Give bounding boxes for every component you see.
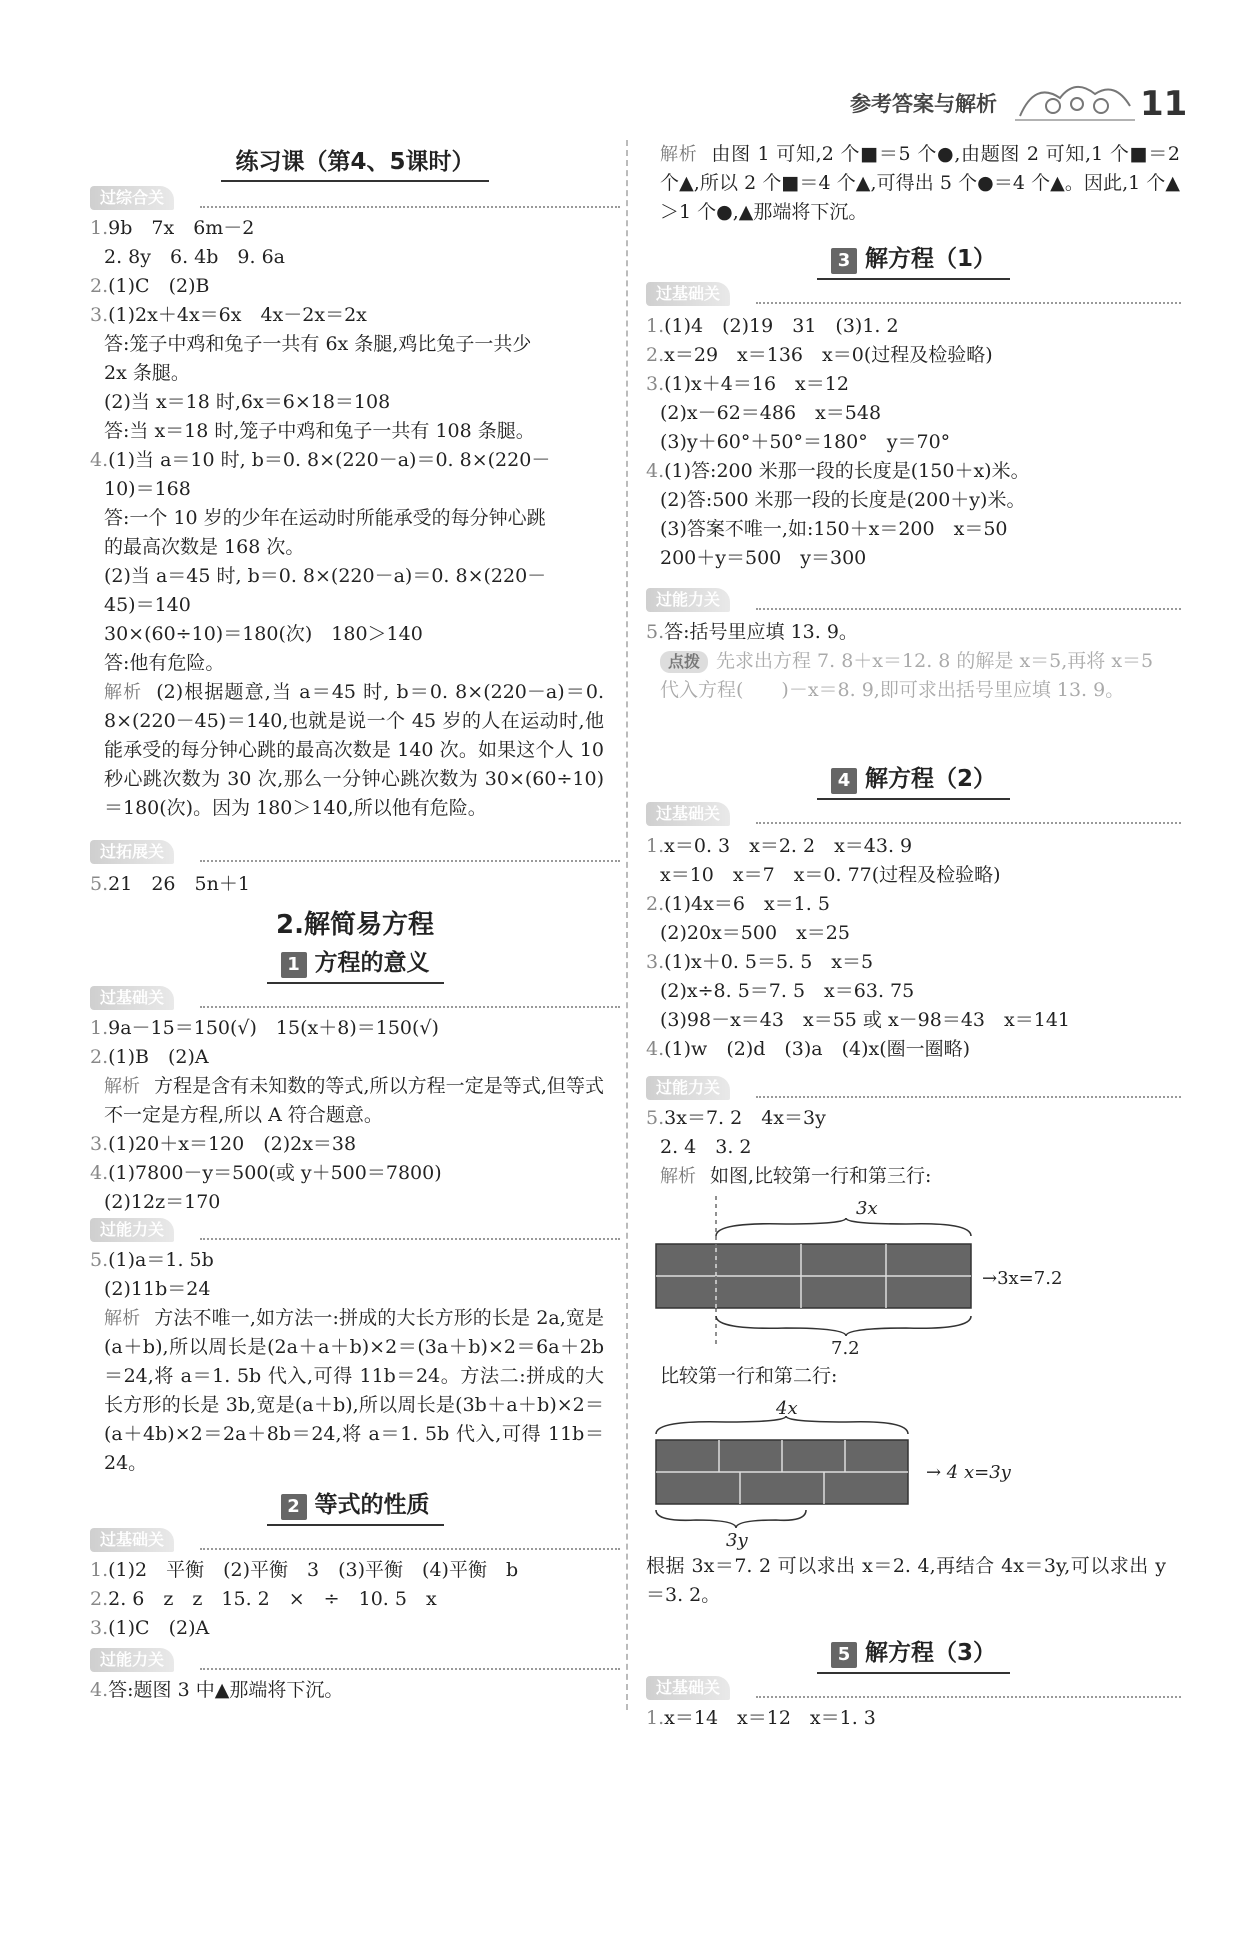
section-tag: 过综合关 — [90, 186, 620, 212]
fig1-top-label: 3x — [856, 1198, 878, 1219]
section-tag: 过能力关 — [646, 588, 1181, 614]
section-title: 4 解方程（2） — [646, 760, 1181, 800]
section-tag: 过能力关 — [90, 1648, 620, 1674]
answer-block: 1.(1)2 平衡 (2)平衡 3 (3)平衡 (4)平衡 b 2.2. 6 z z 15. 2 × ÷ 10. 5 x 3.(1)C (2)A — [90, 1559, 519, 1639]
fig2-top-label: 4x — [776, 1398, 798, 1419]
section-tag: 过基础关 — [90, 986, 620, 1012]
header-title: 参考答案与解析 — [850, 92, 997, 116]
fig1-bottom-label: 7.2 — [831, 1338, 860, 1359]
answer-block: 比较第一行和第二行: — [660, 1365, 838, 1387]
fig2-bottom-label: 3y — [726, 1530, 748, 1551]
header-decoration-icon — [1015, 76, 1135, 124]
bar-model-figure-2 — [656, 1396, 1016, 1551]
section-tag: 过基础关 — [90, 1528, 620, 1554]
fig2-right-label: → 4 x=3y — [926, 1462, 1011, 1483]
section-tag: 过拓展关 — [90, 840, 620, 866]
lesson-title: 练习课（第4、5课时） — [90, 143, 620, 182]
column-divider — [626, 140, 628, 1710]
section-title: 2 等式的性质 — [90, 1486, 620, 1526]
bar-model-figure-1 — [656, 1196, 1063, 1359]
answer-block: 1.(1)4 (2)19 31 (3)1. 2 2.x＝29 x＝136 x＝0(过程及检验略) 3.(1)x＋4＝16 x＝12 (2)x－62＝486 x＝548 (3)y＋60°＋50°＝180° y＝70° 4.(1)答:200 米那一段的长度是(150＋x)米。 (2)答:500 米那一段的长度是(200＋y)米。 (3)答案不唯一,如:150＋x＝200 x＝50 200＋y＝500 y＝300 — [646, 315, 1030, 569]
section-title: 5 解方程（3） — [646, 1634, 1181, 1674]
section-title: 1 方程的意义 — [90, 944, 620, 984]
tip-badge: 点拨 — [660, 651, 708, 673]
answer-block: 4.答:题图 3 中▲那端将下沉。 — [90, 1679, 344, 1701]
answer-block: 1.9a－15＝150(√) 15(x＋8)＝150(√) 2.(1)B (2)A 解析 方程是含有未知数的等式,所以方程一定是等式,但等式不一定是方程,所以 A 符合题意。 3.(1)20＋x＝120 (2)2x＝38 4.(1)7800－y＝500(或 y＋500＝7800) (2)12z＝170 — [90, 1017, 604, 1213]
answer-block: 1.x＝14 x＝12 x＝1. 3 — [646, 1707, 876, 1729]
answer-block: 5.答:括号里应填 13. 9。 点拨 先求出方程 7. 8＋x＝12. 8 的解是 x＝5,再将 x＝5 代入方程( )－x＝8. 9,即可求出括号里应填 13. 9。 — [646, 621, 1154, 701]
page-number: 11 — [1140, 84, 1188, 124]
section-tag: 过能力关 — [646, 1076, 1181, 1102]
answer-block: 1.x＝0. 3 x＝2. 2 x＝43. 9 x＝10 x＝7 x＝0. 77(过程及检验略) 2.(1)4x＝6 x＝1. 5 (2)20x＝500 x＝25 3.(1)x＋0. 5＝5. 5 x＝5 (2)x÷8. 5＝7. 5 x＝63. 75 (3)98－x＝43 x＝55 或 x－98＝43 x＝141 4.(1)w (2)d (3)a (4)x(圈一圈略) — [646, 835, 1071, 1060]
answer-block: 5.3x＝7. 2 4x＝3y 2. 4 3. 2 解析 如图,比较第一行和第三行: — [646, 1107, 932, 1187]
answer-block: 1.9b 7x 6m－2 2. 8y 6. 4b 9. 6a 2.(1)C (2)B 3.(1)2x＋4x＝6x 4x－2x＝2x 答:笼子中鸡和兔子一共有 6x 条腿,鸡比兔子一共少 2x 条腿。 (2)当 x＝18 时,6x＝6×18＝108 答:当 x＝18 时,笼子中鸡和兔子一共有 108 条腿。 4.(1)当 a＝10 时, b＝0. 8×(220－a)＝0. 8×(220－ 10)＝168 答:一个 10 岁的少年在运动时所能承受的每分钟心跳 的最高次数是 168 次。 (2)当 a＝45 时, b＝0. 8×(220－a)＝0. 8×(220－ 45)＝140 30×(60÷10)＝180(次) 180＞140 答:他有危险。 解析 (2)根据题意,当 a＝45 时, b＝0. 8×(220－a)＝0. 8×(220－45)＝140,也就是说一个 45 岁的人在运动时,他能承受的每分钟心跳的最高次数是 140 次。如果这个人 10 秒心跳次数为 30 次,那么一分钟心跳次数为 30×(60÷10)＝180(次)。因为 180＞140,所以他有危险。 — [90, 217, 604, 819]
section-tag: 过基础关 — [646, 802, 1181, 828]
section-tag: 过能力关 — [90, 1218, 620, 1244]
answer-block: 解析 由图 1 可知,2 个■＝5 个●,由题图 2 可知,1 个■＝2 个▲,所以 2 个■＝4 个▲,可得出 5 个●＝4 个▲。因此,1 个▲＞1 个●,▲那端将下沉。 — [660, 143, 1181, 223]
fig1-right-label: →3x=7.2 — [982, 1268, 1063, 1289]
chapter-title: 2.解简易方程 — [276, 910, 434, 940]
answer-block: 根据 3x＝7. 2 可以求出 x＝2. 4,再结合 4x＝3y,可以求出 y＝3. 2。 — [646, 1555, 1166, 1606]
section-tag: 过基础关 — [646, 282, 1181, 308]
section-title: 3 解方程（1） — [646, 240, 1181, 280]
section-tag: 过基础关 — [646, 1676, 1181, 1702]
answer-block: 5.(1)a＝1. 5b (2)11b＝24 解析 方法不唯一,如方法一:拼成的大长方形的长是 2a,宽是(a＋b),所以周长是(2a＋a＋b)×2＝(3a＋b)×2＝6a＋2b＝24,将 a＝1. 5b 代入,可得 11b＝24。方法二:拼成的大长方形的长是 3b,宽是(a＋b),所以周长是(3b＋a＋b)×2＝(a＋4b)×2＝2a＋8b＝24,将 a＝1. 5b 代入,可得 11b＝24。 — [90, 1249, 605, 1474]
answer-block: 5.21 26 5n＋1 — [90, 873, 250, 895]
